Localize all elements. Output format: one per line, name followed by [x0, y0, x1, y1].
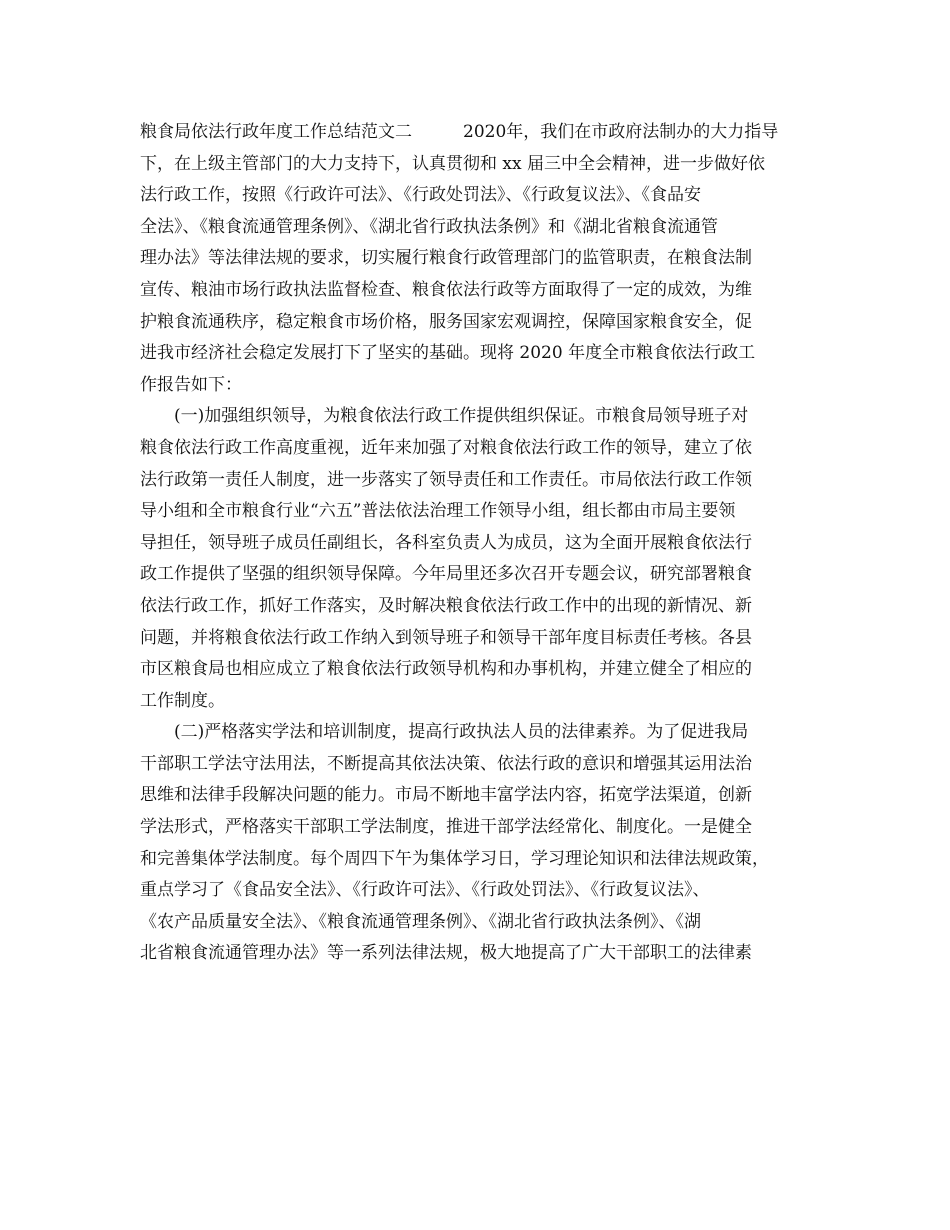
text-line: 导小组和全市粮食行业“六五”普法依法治理工作领导小组，组长都由市局主要领 — [140, 501, 736, 522]
paragraph — [140, 117, 812, 401]
text-line: 政工作提供了坚强的组织领导保障。今年局里还多次召开专题会议，研究部署粮食 — [140, 564, 752, 585]
text-line: 法行政工作，按照《行政许可法》、《行政处罚法》、《行政复议法》、《食品安 — [140, 185, 701, 206]
text-line: 重点学习了《食品安全法》、《行政许可法》、《行政处罚法》、《行政复议法》、 — [140, 880, 710, 901]
paragraph — [140, 401, 812, 717]
text-line: 北省粮食流通管理办法》等一系列法律法规，极大地提高了广大干部职工的法律素 — [140, 943, 752, 964]
text-line: 粮食局依法行政年度工作总结范文二 2020年，我们在市政府法制办的大力指导 — [140, 122, 779, 142]
text-line: 市区粮食局也相应成立了粮食依法行政领导机构和办事机构，并建立健全了相应的 — [140, 659, 752, 680]
text-line: 理办法》等法律法规的要求，切实履行粮食行政管理部门的监管职责，在粮食法制 — [140, 248, 752, 269]
text-line: (一)加强组织领导，为粮食依法行政工作提供组织保证。市粮食局领导班子对 — [140, 406, 749, 427]
text-line: 粮食依法行政工作高度重视，近年来加强了对粮食依法行政工作的领导，建立了依 — [140, 437, 752, 458]
text-line: 宣传、粮油市场行政执法监督检查、粮食依法行政等方面取得了一定的成效，为维 — [140, 279, 752, 300]
text-line: (二)严格落实学法和培训制度，提高行政执法人员的法律素养。为了促进我局 — [140, 722, 749, 743]
text-line: 全法》、《粮食流通管理条例》、《湖北省行政执法条例》和《湖北省粮食流通管 — [140, 216, 718, 237]
paragraph — [140, 717, 812, 970]
text-line: 下，在上级主管部门的大力支持下，认真贯彻和 xx 届三中全会精神，进一步做好依 — [140, 153, 765, 174]
text-line: 思维和法律手段解决问题的能力。市局不断地丰富学法内容，拓宽学法渠道，创新 — [140, 785, 752, 806]
text-line: 作报告如下： — [140, 374, 242, 395]
document-body — [140, 117, 812, 970]
text-line: 干部职工学法守法用法，不断提高其依法决策、依法行政的意识和增强其运用法治 — [140, 753, 752, 774]
text-line: 护粮食流通秩序，稳定粮食市场价格，服务国家宏观调控，保障国家粮食安全，促 — [140, 311, 752, 332]
text-line: 问题，并将粮食依法行政工作纳入到领导班子和领导干部年度目标责任考核。各县 — [140, 627, 752, 648]
text-line: 学法形式，严格落实干部职工学法制度，推进干部学法经常化、制度化。一是健全 — [140, 817, 752, 838]
text-line: 工作制度。 — [140, 690, 225, 711]
text-line: 依法行政工作，抓好工作落实，及时解决粮食依法行政工作中的出现的新情况、新 — [140, 595, 752, 616]
text-line: 导担任，领导班子成员任副组长，各科室负责人为成员，这为全面开展粮食依法行 — [140, 532, 752, 553]
text-line: 法行政第一责任人制度，进一步落实了领导责任和工作责任。市局依法行政工作领 — [140, 469, 752, 490]
text-line: 《农产品质量安全法》、《粮食流通管理条例》、《湖北省行政执法条例》、《湖 — [140, 911, 701, 932]
text-line: 和完善集体学法制度。每个周四下午为集体学习日，学习理论知识和法律法规政策， — [140, 848, 769, 869]
text-line: 进我市经济社会稳定发展打下了坚实的基础。现将 2020 年度全市粮食依法行政工 — [140, 343, 756, 364]
